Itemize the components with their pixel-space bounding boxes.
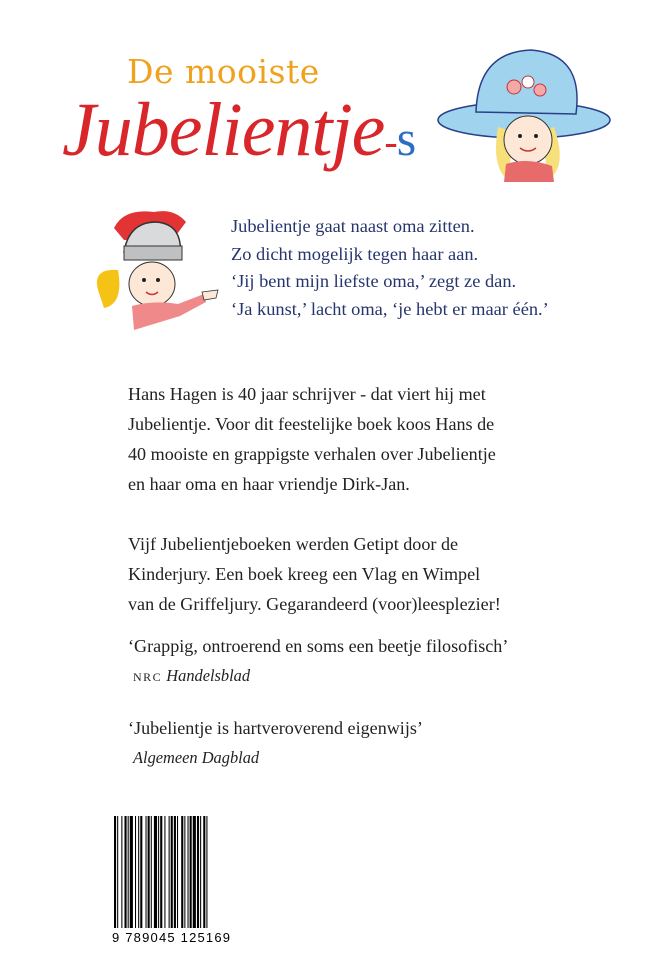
barcode-bar [200, 816, 201, 928]
book-title-suffix: s [396, 110, 416, 166]
barcode-bar [140, 816, 142, 928]
barcode-bar [184, 816, 185, 928]
barcode-bar [117, 816, 118, 928]
blurb-line: Kinderjury. Een boek kreeg een Vlag en Wimpel [128, 564, 481, 584]
barcode-bar [135, 816, 136, 928]
barcode-bar [193, 816, 196, 928]
barcode-bar [181, 816, 183, 928]
review-quote: ‘Grappig, ontroerend en soms een beetje filosofisch’ [128, 636, 509, 656]
blurb-paragraph [128, 379, 578, 499]
blurb-line: Hans Hagen is 40 jaar schrijver - dat viert hij met [128, 384, 486, 404]
barcode-bar [151, 816, 152, 928]
barcode-bar [114, 816, 116, 928]
barcode-bar [130, 816, 133, 928]
barcode-bar [125, 816, 127, 928]
barcode-bar [158, 816, 159, 928]
review-source-prefix: NRC [133, 670, 163, 684]
barcode-bar [206, 816, 207, 928]
blurb-line: van de Griffeljury. Gegarandeerd (voor)leesplezier! [128, 594, 501, 614]
barcode-bar [190, 816, 192, 928]
girl-with-helmet-illustration [94, 208, 232, 333]
barcode-bar [169, 816, 170, 928]
book-title-dash: - [384, 119, 397, 164]
review-quote: ‘Jubelientje is hartveroverend eigenwijs’ [128, 718, 423, 738]
isbn-number: 9 789045 125169 [112, 930, 232, 945]
blurb-line: 40 mooiste en grappigste verhalen over Jubelientje [128, 444, 496, 464]
barcode-bar [197, 816, 199, 928]
title-line-1: De mooiste [127, 52, 320, 91]
poem [231, 213, 549, 323]
blurb-line: en haar oma en haar vriendje Dirk-Jan. [128, 474, 410, 494]
barcode-bar [148, 816, 150, 928]
barcode-bar [203, 816, 205, 928]
blurb [128, 379, 578, 649]
barcode-bar [171, 816, 173, 928]
barcode-bar [154, 816, 157, 928]
blurb-line: Vijf Jubelientjeboeken werden Getipt door de [128, 534, 459, 554]
barcode-bar [138, 816, 139, 928]
review-source [133, 748, 259, 768]
review-source-name: Handelsblad [166, 666, 251, 685]
book-title [62, 88, 416, 172]
poem-line: Jubelientje gaat naast oma zitten. [231, 216, 475, 236]
blurb-paragraph [128, 529, 578, 619]
barcode-bar [146, 816, 147, 928]
blurb-line: Jubelientje. Voor dit feestelijke boek koos Hans de [128, 414, 495, 434]
barcode-bar [188, 816, 189, 928]
poem-line: ‘Jij bent mijn liefste oma,’ zegt ze dan. [231, 271, 517, 291]
barcode-bar [174, 816, 176, 928]
barcode-bar [177, 816, 178, 928]
poem-line: ‘Ja kunst,’ lacht oma, ‘je hebt er maar één.’ [231, 298, 549, 319]
review-source-name: Algemeen Dagblad [133, 748, 260, 767]
barcode-bar [160, 816, 162, 928]
barcode-bar [121, 816, 122, 928]
girl-with-blue-hat-illustration [436, 32, 616, 182]
poem-line: Zo dicht mogelijk tegen haar aan. [231, 243, 479, 264]
barcode-bar [164, 816, 165, 928]
barcode [112, 816, 252, 928]
barcode-bar [128, 816, 129, 928]
book-title-main: Jubelientje [62, 88, 385, 172]
review-source [133, 666, 250, 686]
